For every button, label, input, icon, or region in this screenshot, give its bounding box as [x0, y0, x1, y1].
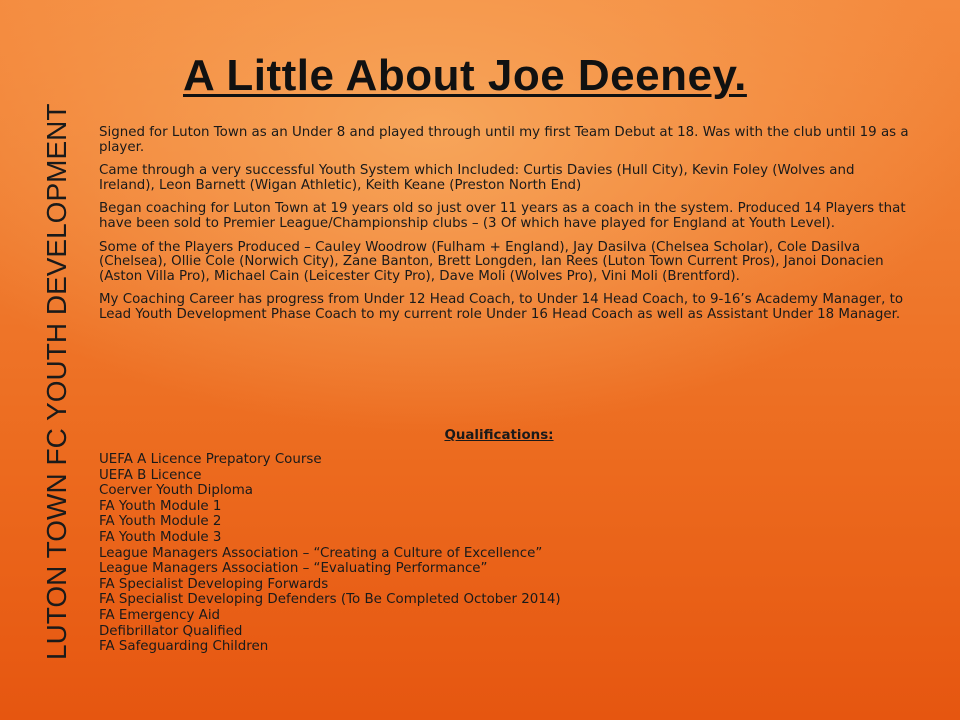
bio-paragraph-coaching: Began coaching for Luton Town at 19 years old so just over 11 years as a coach in the system. Produced 14 Players that have been sold to Premier League/Championship clubs – (3 Of which have played for England at Youth Level). — [99, 201, 906, 231]
qualification-item: FA Safeguarding Children — [99, 639, 269, 655]
side-caption: LUTON TOWN FC YOUTH DEVELOPMENT — [41, 103, 72, 660]
qualification-item: FA Specialist Developing Defenders (To Be Completed October 2014) — [99, 592, 561, 608]
qualification-item: FA Specialist Developing Forwards — [99, 576, 329, 592]
bio-paragraph-youth-system: Came through a very successful Youth System which Included: Curtis Davies (Hull City), Kevin Foley (Wolves and Ireland), Leon Barnett (Wigan Athletic), Keith Keane (Preston North End) — [99, 163, 855, 193]
bio-paragraph-playing-career: Signed for Luton Town as an Under 8 and played through until my first Team Debut at 18. Was with the club until 19 as a player. — [99, 125, 909, 155]
bio-paragraph-players-produced: Some of the Players Produced – Cauley Woodrow (Fulham + England), Jay Dasilva (Chelsea Scholar), Cole Dasilva (Chelsea), Ollie Cole (Norwich City), Zane Banton, Brett Longden, Ian Rees (Luton Town Current Pros), Janoi Donacien (Aston Villa Pro), Michael Cain (Leicester City Pro), Dave Moli (Wolves Pro), Vini Moli (Brentford). — [99, 239, 884, 284]
qualifications-heading: Qualifications: — [444, 428, 554, 443]
qualification-item: FA Emergency Aid — [99, 607, 221, 623]
qualification-item: UEFA A Licence Prepatory Course — [99, 452, 322, 467]
qualification-item: FA Youth Module 2 — [99, 514, 222, 530]
bio-paragraph-coaching-career: My Coaching Career has progress from Under 12 Head Coach, to Under 14 Head Coach, to 9-16’s Academy Manager, to Lead Youth Development Phase Coach to my current role Under 16 Head Coach as well as Assistant Under 18 Manager. — [99, 292, 904, 322]
qualification-item: UEFA B Licence — [99, 467, 202, 483]
qualification-item: FA Youth Module 1 — [99, 498, 222, 514]
qualification-item: League Managers Association – “Creating a Culture of Excellence” — [99, 545, 543, 561]
qualification-item: Defibrillator Qualified — [99, 623, 243, 639]
qualification-item: FA Youth Module 3 — [99, 529, 222, 545]
slide-title: A Little About Joe Deeney. — [183, 51, 747, 100]
bio-text — [99, 126, 911, 332]
qualification-item: League Managers Association – “Evaluating Performance” — [99, 561, 488, 577]
qualification-item: Coerver Youth Diploma — [99, 483, 253, 499]
qualifications-list — [99, 452, 561, 655]
